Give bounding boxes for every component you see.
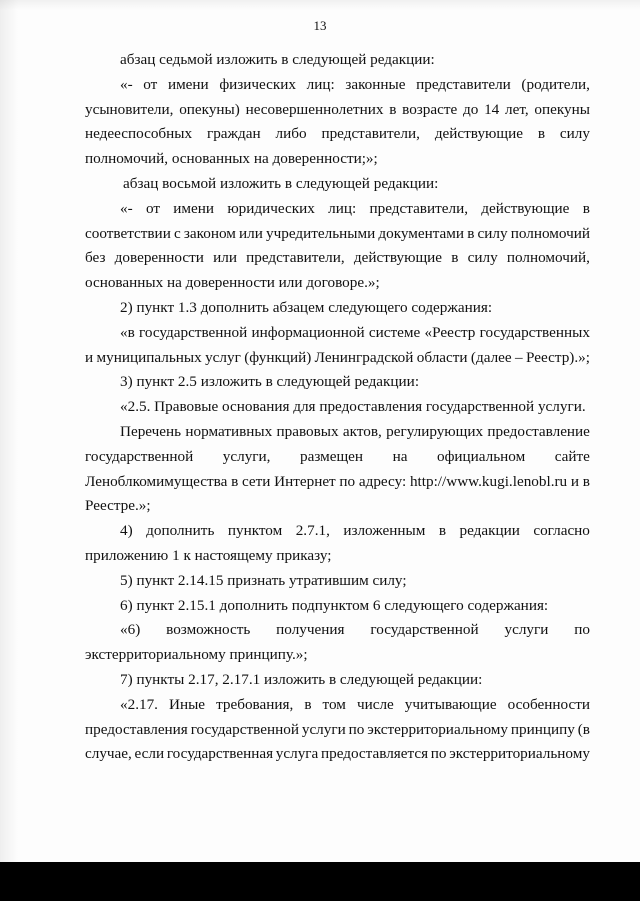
text-line: случае, если государственная услуга предоставляется по экстерриториальному xyxy=(85,745,590,763)
text-line: без доверенности или представители, действующие в силу полномочий, xyxy=(85,249,590,267)
text-line: «2.17. Иные требования, в том числе учитывающие особенности xyxy=(120,695,590,713)
text-line: «2.5. Правовые основания для предоставления государственной услуги. xyxy=(120,398,586,416)
text-line: «6) возможность получения государственной услуги по xyxy=(120,621,590,639)
text-line: Перечень нормативных правовых актов, регулирующих предоставление xyxy=(120,422,590,440)
text-line: 7) пункты 2.17, 2.17.1 изложить в следующей редакции: xyxy=(120,670,483,688)
text-line: абзац восьмой изложить в следующей редакции: xyxy=(123,174,439,192)
text-line: 3) пункт 2.5 изложить в следующей редакции: xyxy=(120,373,420,391)
text-line: «в государственной информационной системе «Реестр государственных xyxy=(120,323,590,341)
text-line: и муниципальных услуг (функций) Ленинградской области (далее – Реестр).»; xyxy=(85,348,590,366)
text-line: Леноблкомимущества в сети Интернет по адресу: http://www.kugi.lenobl.ru и в xyxy=(85,472,590,490)
text-line: полномочий, основанных на доверенности;»; xyxy=(85,150,378,168)
text-line: соответствии с законом или учредительными документами в силу полномочий xyxy=(85,224,590,242)
text-line: «- от имени физических лиц: законные представители (родители, xyxy=(120,75,590,93)
text-line: государственной услуги, размещен на официальном сайте xyxy=(85,447,590,465)
text-line: абзац седьмой изложить в следующей редакции: xyxy=(120,51,435,68)
text-line: 6) пункт 2.15.1 дополнить подпунктом 6 следующего содержания: xyxy=(120,596,549,614)
text-line: предоставления государственной услуги по экстерриториальному принципу (в xyxy=(85,720,590,738)
page-number: 13 xyxy=(313,18,327,33)
text-line: основанных на доверенности или договоре.»; xyxy=(85,274,380,292)
text-line: Реестре.»; xyxy=(85,497,151,515)
document-body xyxy=(85,48,590,767)
text-line: экстерриториальному принципу.»; xyxy=(85,646,308,664)
scan-shadow-left xyxy=(0,0,18,862)
text-line: усыновители, опекуны) несовершеннолетних в возрасте до 14 лет, опекуны xyxy=(85,100,590,118)
text-line: «- от имени юридических лиц: представители, действующие в xyxy=(120,199,590,217)
text-line: приложению 1 к настоящему приказу; xyxy=(85,546,332,564)
text-line: недееспособных граждан либо представители, действующие в силу xyxy=(85,125,590,143)
scan-bottom-border xyxy=(0,862,640,901)
scan-shadow-top xyxy=(0,0,640,10)
text-line: 4) дополнить пунктом 2.7.1, изложенным в редакции согласно xyxy=(120,522,590,540)
text-line: 5) пункт 2.14.15 признать утратившим силу; xyxy=(120,571,407,589)
text-line: 2) пункт 1.3 дополнить абзацем следующего содержания: xyxy=(120,298,493,316)
